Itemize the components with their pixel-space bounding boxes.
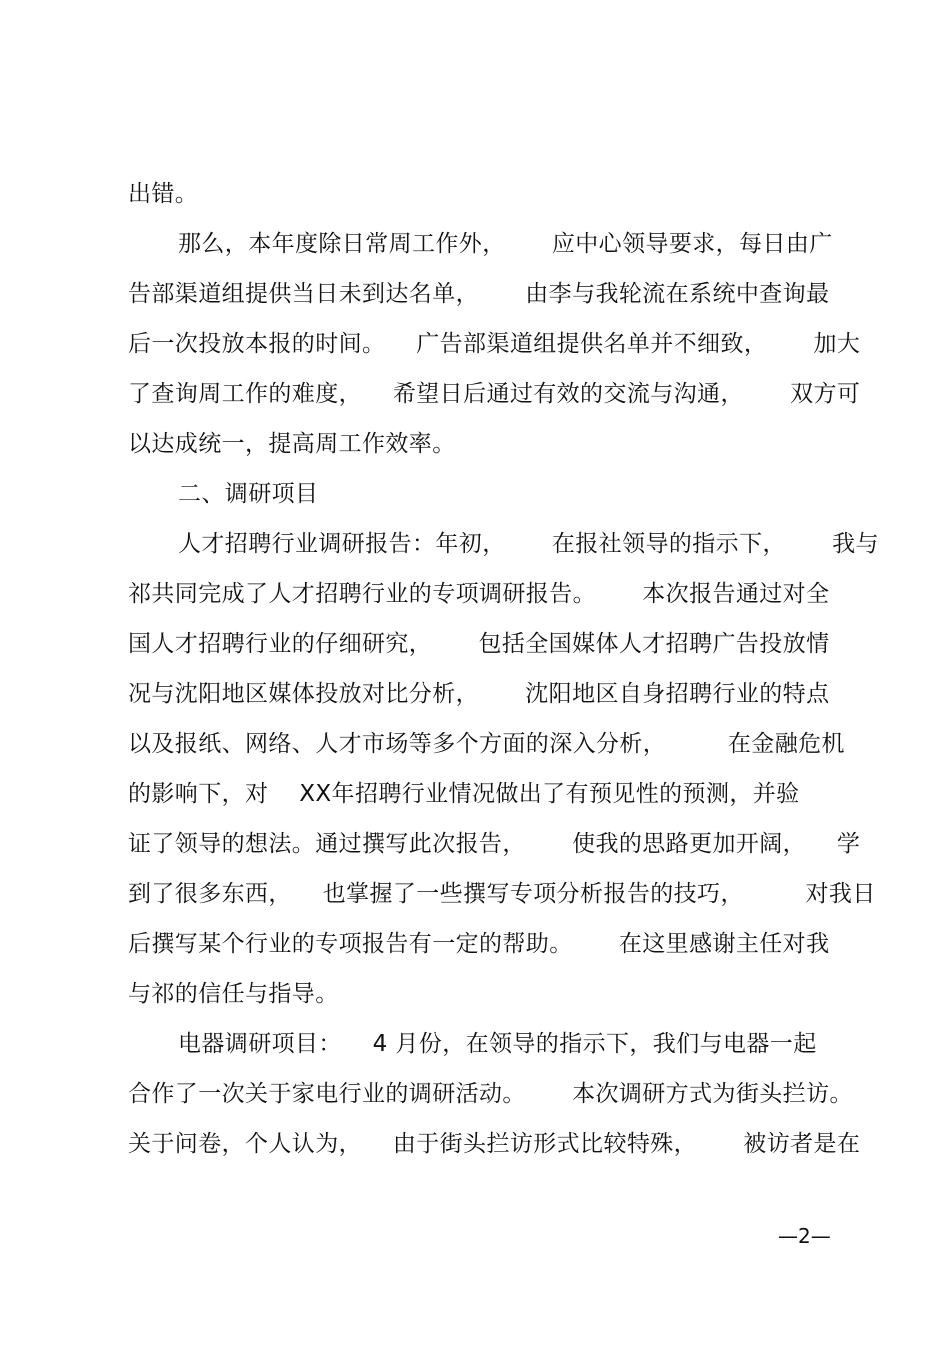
text-line: 的影响下，对 XX年招聘行业情况做出了有预见性的预测，并验 — [128, 781, 800, 807]
text-line: 与祁的信任与指导。 — [128, 981, 339, 1007]
text-line: 祁共同完成了人才招聘行业的专项调研报告。 本次报告通过对全 — [128, 581, 830, 607]
text-line: 后撰写某个行业的专项报告有一定的帮助。 在这里感谢主任对我 — [128, 931, 830, 957]
section-heading: 二、调研项目 — [178, 481, 319, 507]
page-number: —2— — [778, 1224, 831, 1248]
text-line: 以达成统一，提高周工作效率。 — [128, 431, 456, 457]
text-line: 合作了一次关于家电行业的调研活动。 本次调研方式为街头拦访。 — [128, 1081, 853, 1107]
text-line: 关于问卷，个人认为， 由于街头拦访形式比较特殊， 被访者是在 — [128, 1131, 861, 1157]
text-line: 了查询周工作的难度， 希望日后通过有效的交流与沟通， 双方可 — [128, 381, 861, 407]
text-line: 国人才招聘行业的仔细研究， 包括全国媒体人才招聘广告投放情 — [128, 631, 830, 657]
text-line: 以及报纸、网络、人才市场等多个方面的深入分析， 在金融危机 — [128, 731, 845, 757]
text-line: 到了很多东西， 也掌握了一些撰写专项分析报告的技巧， 对我日 — [128, 881, 876, 907]
paragraph-first-line: 那么，本年度除日常周工作外， 应中心领导要求，每日由广 — [178, 231, 833, 257]
text-line: 况与沈阳地区媒体投放对比分析， 沈阳地区自身招聘行业的特点 — [128, 681, 830, 707]
paragraph-first-line: 人才招聘行业调研报告：年初， 在报社领导的指示下， 我与 — [178, 531, 879, 557]
text-line: 告部渠道组提供当日未到达名单， 由李与我轮流在系统中查询最 — [128, 281, 830, 307]
paragraph-first-line: 电器调研项目： 4 月份，在领导的指示下，我们与电器一起 — [178, 1031, 817, 1057]
text-line: 证了领导的想法。通过撰写此次报告， 使我的思路更加开阔， 学 — [128, 831, 861, 857]
text-line: 出错。 — [128, 181, 199, 207]
text-line: 后一次投放本报的时间。 广告部渠道组提供名单并不细致， 加大 — [128, 331, 861, 357]
